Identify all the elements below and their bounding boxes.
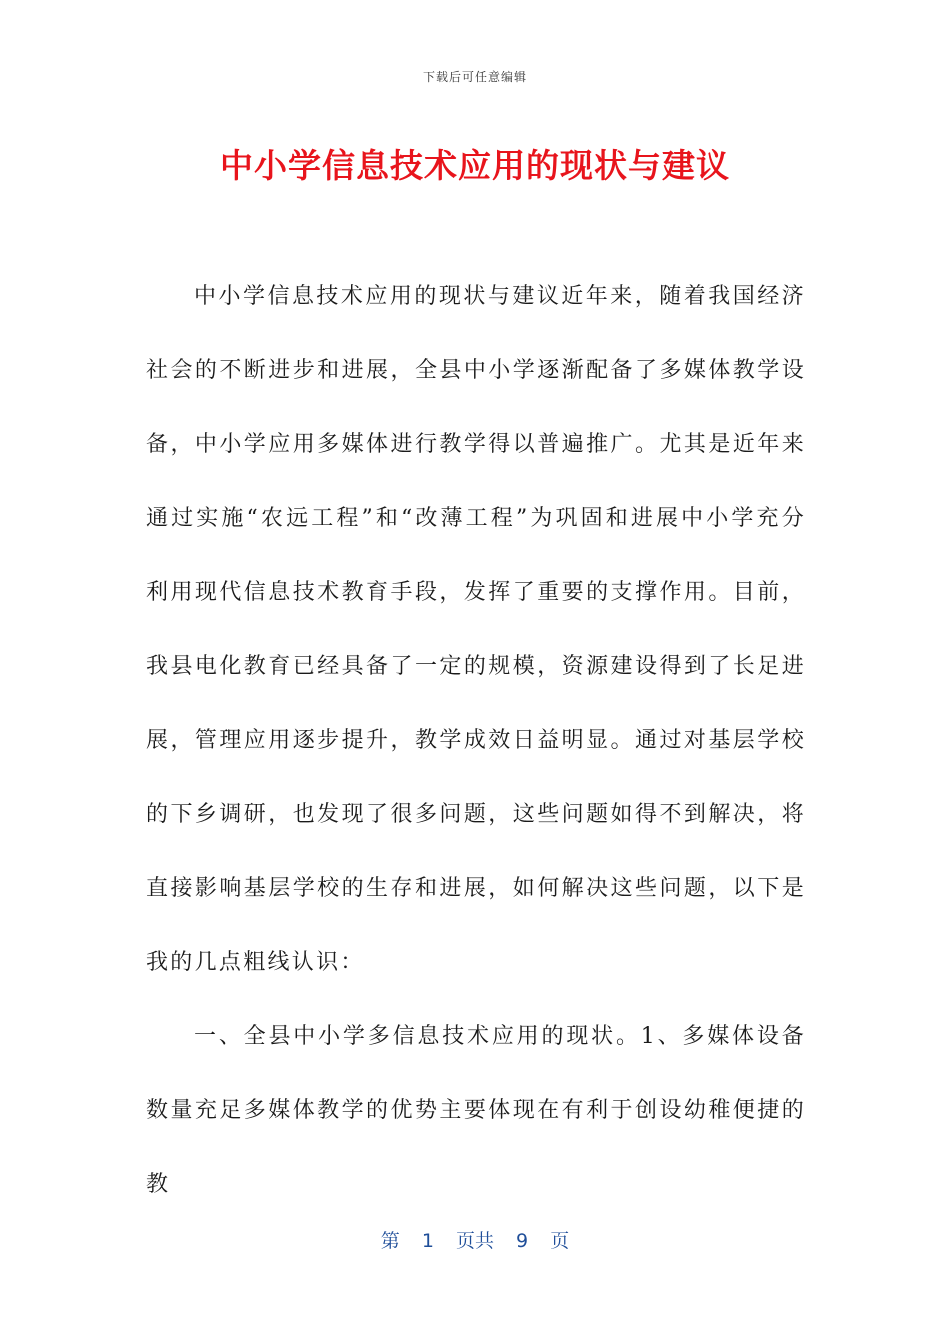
page-label-prefix: 第 (380, 1230, 400, 1252)
document-title: 中小学信息技术应用的现状与建议 (220, 146, 730, 185)
document-body (146, 260, 806, 1222)
page-current: 1 (421, 1230, 434, 1252)
page-number-footer (0, 1226, 950, 1253)
paragraph-2: 一、全县中小学多信息技术应用的现状。1、多媒体设备数量充足多媒体教学的优势主要体现在有利于创设幼稚便捷的教 (146, 1024, 806, 1197)
paragraph-1: 中小学信息技术应用的现状与建议近年来，随着我国经济社会的不断进步和进展，全县中小学逐渐配备了多媒体教学设备，中小学应用多媒体进行教学得以普遍推广。尤其是近年来通过实施“农远工程”和“改薄工程”为巩固和进展中小学充分利用现代信息技术教育手段，发挥了重要的支撑作用。目前，我县电化教育已经具备了一定的规模，资源建设得到了长足进展，管理应用逐步提升，教学成效日益明显。通过对基层学校的下乡调研，也发现了很多问题，这些问题如得不到解决，将直接影响基层学校的生存和进展，如何解决这些问题，以下是我的几点粗线认识： (146, 284, 806, 975)
page-total: 9 (516, 1230, 529, 1252)
header-note: 下载后可任意编辑 (422, 70, 527, 84)
page-label-mid: 页共 (455, 1230, 494, 1252)
page-label-suffix: 页 (550, 1230, 570, 1252)
